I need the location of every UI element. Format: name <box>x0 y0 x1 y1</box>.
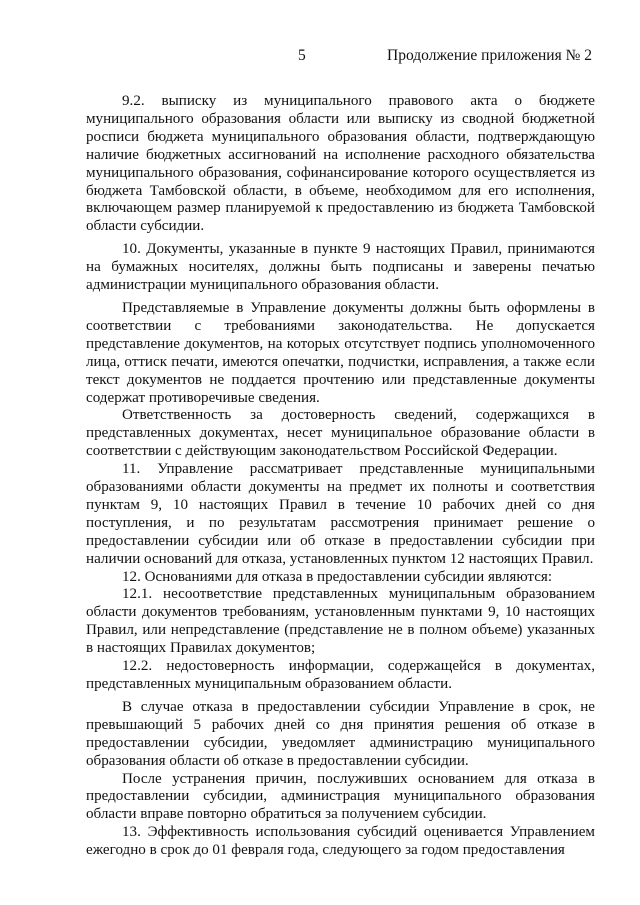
paragraph-13: 13. Эффективность использования субсидий оценивается Управлением ежегодно в срок до 01 февраля года, следующего за годом предоставления <box>86 824 595 859</box>
paragraph-11: 11. Управление рассматривает представленные муниципальными образованиями области документы на предмет их полноты и соответствия пунктам 9, 10 настоящих Правил в течение 10 рабочих дней со дня поступления, и по результатам рассмотрения принимает решение о предоставлении субсидии или об отказе в предоставлении субсидии при наличии оснований для отказа, установленных пунктом 12 настоящих Правил. <box>86 461 595 567</box>
page-number: 5 <box>298 47 306 64</box>
document-body <box>86 93 595 860</box>
paragraph-reapplication: После устранения причин, послуживших основанием для отказа в предоставлении субсидии, администрация муниципального образования области вправе повторно обратиться за получением субсидии. <box>86 770 595 823</box>
page-header <box>0 47 640 69</box>
paragraph-12-1: 12.1. несоответствие представленных муниципальным образованием области документов требованиям, установленным пунктами 9, 10 настоящих Правил, или непредставление (представление не в полном объеме) указанных в настоящих Правилах документов; <box>86 586 595 657</box>
paragraph-refusal-notice: В случае отказа в предоставлении субсидии Управление в срок, не превышающий 5 рабочих дней со дня принятия решения об отказе в предоставлении субсидии, уведомляет администрацию муниципального образования области об отказе в предоставлении субсидии. <box>86 698 595 769</box>
paragraph-12-2: 12.2. недостоверность информации, содержащейся в документах, представленных муниципальным образованием области. <box>86 658 595 692</box>
paragraph-documents-requirements: Представляемые в Управление документы должны быть оформлены в соответствии с требованиями законодательства. Не допускается представление документов, на которых отсутствует подпись уполномоченного лица, оттиск печати, имеются опечатки, подчистки, исправления, а также если текст документов не поддается прочтению или представленные документы содержат противоречивые сведения. <box>86 299 595 406</box>
appendix-continuation-note: Продолжение приложения № 2 <box>387 47 592 64</box>
paragraph-responsibility: Ответственность за достоверность сведений, содержащихся в представленных документах, несет муниципальное образование области в соответствии с действующим законодательством Российской Федерации. <box>86 407 595 460</box>
paragraph-10: 10. Документы, указанные в пункте 9 настоящих Правил, принимаются на бумажных носителях, должны быть подписаны и заверены печатью администрации муниципального образования области. <box>86 241 595 294</box>
paragraph-9-2: 9.2. выписку из муниципального правового акта о бюджете муниципального образования области или выписку из сводной бюджетной росписи бюджета муниципального образования области, подтверждающую наличие бюджетных ассигнований на исполнение расходного обязательства муниципального образования, софинансирование которого осуществляется из бюджета Тамбовской области, в объеме, необходимом для его исполнения, включающем размер планируемой к предоставлению из бюджета Тамбовской области субсидии. <box>86 93 595 235</box>
paragraph-12: 12. Основаниями для отказа в предоставлении субсидии являются: <box>122 568 553 585</box>
